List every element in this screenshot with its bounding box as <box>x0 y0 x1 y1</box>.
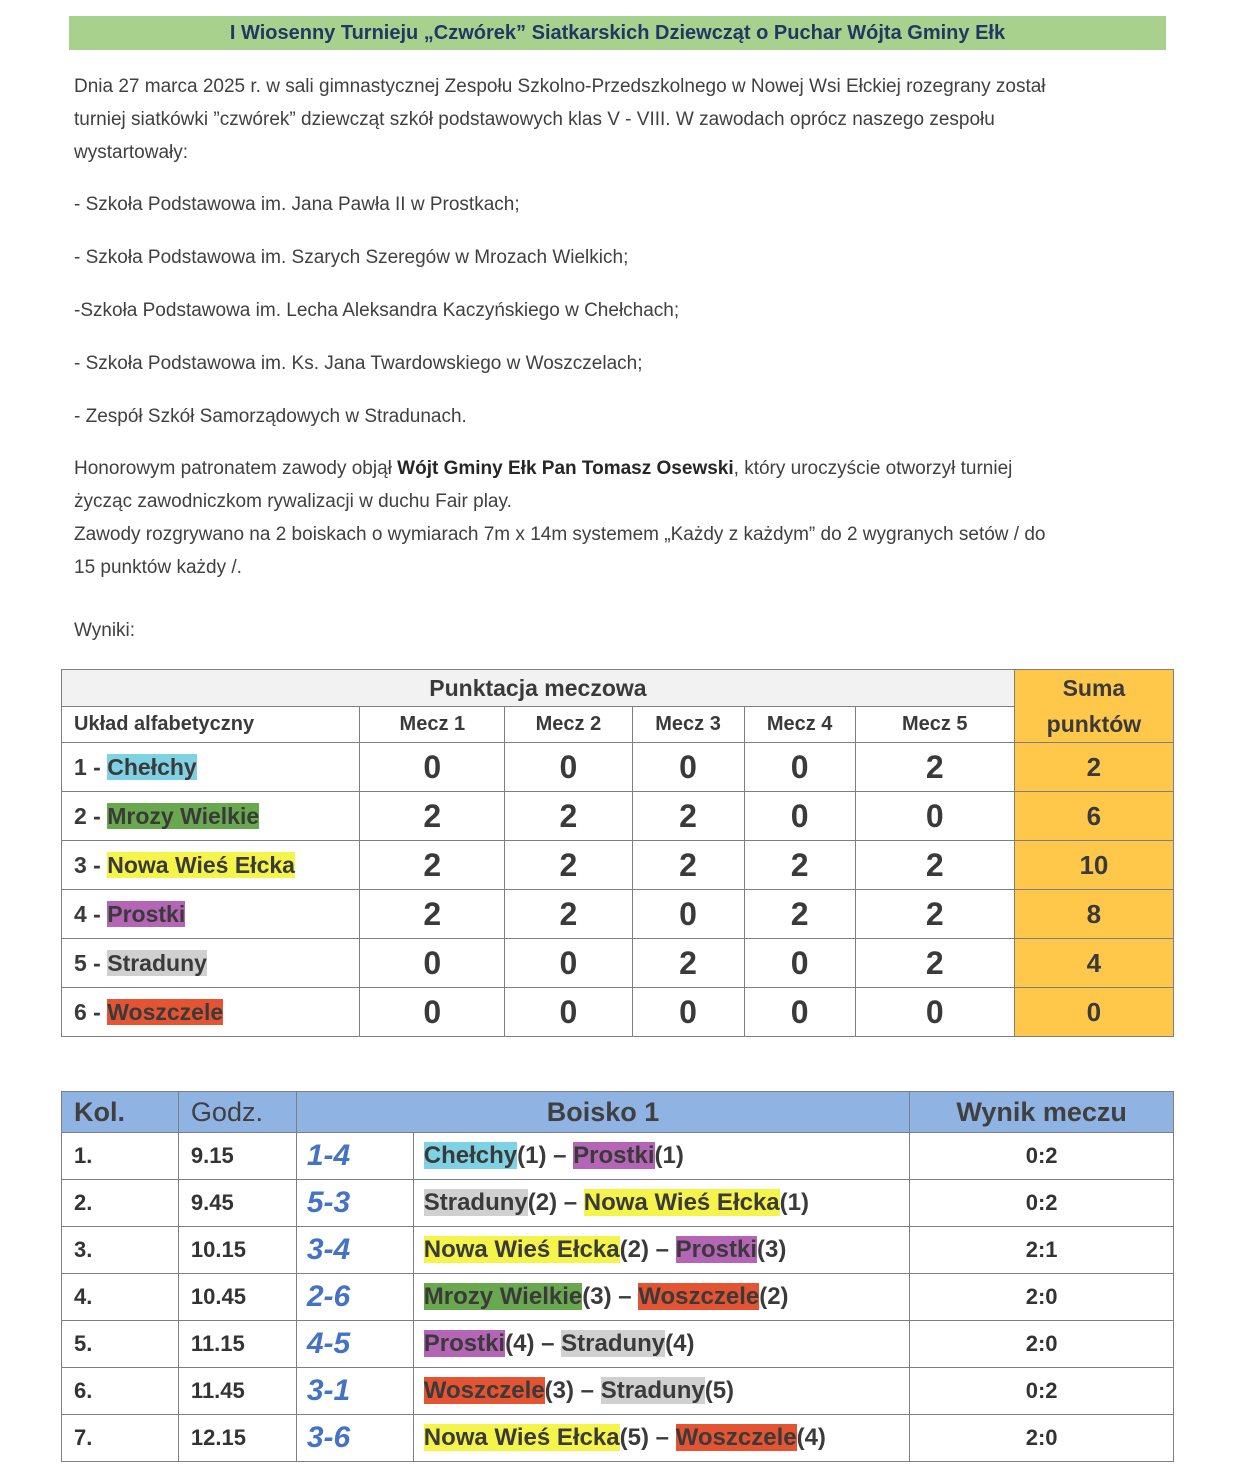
away-team: Straduny <box>600 1377 705 1404</box>
away-team: Woszczele <box>638 1283 760 1310</box>
match-points-cell: 2 <box>744 841 855 890</box>
match-points-cell: 0 <box>855 792 1014 841</box>
match-points-cell: 2 <box>505 792 632 841</box>
team-number: 1 - <box>74 753 108 780</box>
pairing-code-cell: 3-1 <box>296 1368 413 1415</box>
away-score-count: (4) <box>796 1424 826 1451</box>
intro-line: turniej siatkówki ”czwórek” dziewcząt szkół podstawowych klas V - VIII. W zawodach oprócz naszego zespołu <box>74 109 995 130</box>
home-team: Woszczele <box>423 1377 545 1404</box>
sum-points-cell: 0 <box>1014 988 1173 1037</box>
standings-row <box>62 792 1174 841</box>
match-points-cell: 0 <box>360 939 505 988</box>
home-team: Chełchy <box>423 1142 518 1169</box>
patron-name: Wójt Gminy Ełk Pan Tomasz Osewski <box>397 458 734 479</box>
home-score-count: (2) <box>527 1189 558 1216</box>
match-points-cell: 2 <box>632 792 744 841</box>
away-team: Nowa Wieś Ełcka <box>583 1189 780 1216</box>
match-points-cell: 2 <box>632 939 744 988</box>
away-score-count: (5) <box>704 1377 735 1404</box>
match-cell <box>413 1415 910 1462</box>
team-number: 5 - <box>74 949 108 976</box>
match-points-cell: 2 <box>360 890 505 939</box>
round-cell: 7. <box>62 1415 179 1462</box>
team-cell <box>62 988 360 1037</box>
school-item: - Szkoła Podstawowa im. Jana Pawła II w Prostkach; <box>74 194 520 215</box>
match-header: Mecz 2 <box>505 707 632 743</box>
home-team: Nowa Wieś Ełcka <box>423 1424 620 1451</box>
schedule-row <box>62 1133 1174 1180</box>
schedule-row <box>62 1274 1174 1321</box>
schedule-table <box>61 1091 1174 1462</box>
sum-points-header <box>1014 670 1173 743</box>
round-cell: 4. <box>62 1274 179 1321</box>
standings-row <box>62 939 1174 988</box>
pairing-code-cell: 5-3 <box>296 1180 413 1227</box>
intro-line: wystartowały: <box>74 142 189 163</box>
match-points-cell: 0 <box>505 743 632 792</box>
match-points-cell: 0 <box>744 939 855 988</box>
team-cell <box>62 890 360 939</box>
school-item: - Szkoła Podstawowa im. Szarych Szeregów w Mrozach Wielkich; <box>74 247 629 268</box>
team-number: 6 - <box>74 998 108 1025</box>
match-points-cell: 0 <box>632 988 744 1037</box>
match-points-cell: 2 <box>855 890 1014 939</box>
away-score-count: (1) <box>654 1142 684 1169</box>
team-number: 2 - <box>74 802 108 829</box>
match-points-cell: 0 <box>744 792 855 841</box>
match-header: Mecz 4 <box>744 707 855 743</box>
home-score-count: (3) <box>544 1377 575 1404</box>
school-item: - Szkoła Podstawowa im. Ks. Jana Twardowskiego w Woszczelach; <box>74 353 643 374</box>
sum-points-cell: 4 <box>1014 939 1173 988</box>
home-team: Nowa Wieś Ełcka <box>423 1236 620 1263</box>
team-name: Chełchy <box>107 753 197 780</box>
team-number: 3 - <box>74 851 108 878</box>
away-team: Straduny <box>561 1330 666 1357</box>
match-cell <box>413 1180 910 1227</box>
schedule-row <box>62 1415 1174 1462</box>
match-points-cell: 2 <box>855 939 1014 988</box>
match-points-cell: 0 <box>632 743 744 792</box>
rules-line: Zawody rozgrywano na 2 boiskach o wymiarach 7m x 14m systemem „Każdy z każdym” do 2 wygranych setów / do <box>74 524 1046 545</box>
patronage-line <box>74 452 1154 485</box>
patronage-text: Honorowym patronatem zawody objął <box>74 458 398 479</box>
schedule-row <box>62 1227 1174 1274</box>
sum-header-line: punktów <box>1046 711 1142 737</box>
away-team: Woszczele <box>675 1424 797 1451</box>
match-points-cell: 2 <box>744 890 855 939</box>
standings-row <box>62 743 1174 792</box>
match-points-cell: 0 <box>632 890 744 939</box>
patronage-line: życząc zawodniczkom rywalizacji w duchu Fair play. <box>74 491 512 512</box>
match-result-cell: 0:2 <box>910 1133 1174 1180</box>
away-score-count: (3) <box>757 1236 787 1263</box>
match-separator: – <box>557 1189 584 1216</box>
match-points-cell: 2 <box>360 792 505 841</box>
match-points-cell: 0 <box>744 743 855 792</box>
match-points-cell: 0 <box>855 988 1014 1037</box>
home-team: Prostki <box>423 1330 506 1357</box>
match-separator: – <box>546 1142 574 1169</box>
standings-row <box>62 890 1174 939</box>
match-separator: – <box>648 1236 676 1263</box>
round-cell: 3. <box>62 1227 179 1274</box>
time-cell: 9.45 <box>178 1180 296 1227</box>
team-cell <box>62 792 360 841</box>
round-cell: 2. <box>62 1180 179 1227</box>
match-points-cell: 0 <box>505 988 632 1037</box>
match-separator: – <box>648 1424 676 1451</box>
pairing-code-cell: 1-4 <box>296 1133 413 1180</box>
match-header: Mecz 1 <box>360 707 505 743</box>
rules-line: 15 punktów każdy /. <box>74 557 242 578</box>
time-cell: 10.15 <box>178 1227 296 1274</box>
school-item: - Zespół Szkół Samorządowych w Stradunach. <box>74 406 467 427</box>
match-separator: – <box>574 1377 601 1404</box>
match-cell <box>413 1274 910 1321</box>
match-header: Mecz 3 <box>632 707 744 743</box>
time-cell: 9.15 <box>178 1133 296 1180</box>
match-result-cell: 2:0 <box>910 1274 1174 1321</box>
home-score-count: (3) <box>582 1283 612 1310</box>
round-header: Kol. <box>62 1092 179 1133</box>
team-cell <box>62 841 360 890</box>
team-name: Woszczele <box>107 998 224 1025</box>
away-score-count: (4) <box>665 1330 695 1357</box>
schedule-row <box>62 1368 1174 1415</box>
round-cell: 5. <box>62 1321 179 1368</box>
match-cell <box>413 1321 910 1368</box>
match-cell <box>413 1227 910 1274</box>
match-points-cell: 0 <box>505 939 632 988</box>
alphabetical-order-header: Układ alfabetyczny <box>62 707 360 743</box>
match-result-cell: 2:1 <box>910 1227 1174 1274</box>
pairing-code-cell: 2-6 <box>296 1274 413 1321</box>
court-header: Boisko 1 <box>296 1092 909 1133</box>
match-points-cell: 2 <box>505 841 632 890</box>
match-result-cell: 2:0 <box>910 1415 1174 1462</box>
pairing-code-cell: 3-4 <box>296 1227 413 1274</box>
pairing-code-cell: 4-5 <box>296 1321 413 1368</box>
match-cell <box>413 1368 910 1415</box>
sum-points-cell: 2 <box>1014 743 1173 792</box>
time-header: Godz. <box>178 1092 296 1133</box>
school-item: -Szkoła Podstawowa im. Lecha Aleksandra Kaczyńskiego w Chełchach; <box>74 300 680 321</box>
match-points-cell: 2 <box>360 841 505 890</box>
pairing-code-cell: 3-6 <box>296 1415 413 1462</box>
match-points-cell: 2 <box>505 890 632 939</box>
away-team: Prostki <box>573 1142 655 1169</box>
intro-paragraph <box>74 70 1154 169</box>
schedule-row <box>62 1321 1174 1368</box>
team-name: Nowa Wieś Ełcka <box>107 851 295 878</box>
round-cell: 6. <box>62 1368 179 1415</box>
home-score-count: (1) <box>517 1142 547 1169</box>
away-score-count: (2) <box>759 1283 789 1310</box>
match-points-cell: 0 <box>360 988 505 1037</box>
match-points-header: Punktacja meczowa <box>62 670 1015 707</box>
match-points-cell: 2 <box>632 841 744 890</box>
match-separator: – <box>611 1283 639 1310</box>
match-result-cell: 0:2 <box>910 1180 1174 1227</box>
match-result-cell: 0:2 <box>910 1368 1174 1415</box>
document-title: I Wiosenny Turnieju „Czwórek” Siatkarskich Dziewcząt o Puchar Wójta Gminy Ełk <box>69 16 1166 50</box>
match-points-cell: 0 <box>744 988 855 1037</box>
away-score-count: (1) <box>779 1189 809 1216</box>
team-cell <box>62 939 360 988</box>
match-points-cell: 0 <box>360 743 505 792</box>
sum-points-cell: 6 <box>1014 792 1173 841</box>
round-cell: 1. <box>62 1133 179 1180</box>
match-header: Mecz 5 <box>855 707 1014 743</box>
time-cell: 11.45 <box>178 1368 296 1415</box>
match-result-cell: 2:0 <box>910 1321 1174 1368</box>
team-cell <box>62 743 360 792</box>
sum-header-line: Suma <box>1062 675 1126 701</box>
home-team: Mrozy Wielkie <box>423 1283 583 1310</box>
schedule-row <box>62 1180 1174 1227</box>
team-name: Mrozy Wielkie <box>107 802 260 829</box>
team-number: 4 - <box>74 900 108 927</box>
home-score-count: (4) <box>505 1330 535 1357</box>
sum-points-cell: 8 <box>1014 890 1173 939</box>
results-label: Wyniki: <box>74 620 136 641</box>
intro-line: Dnia 27 marca 2025 r. w sali gimnastycznej Zespołu Szkolno-Przedszkolnego w Nowej Wsi Ełckiej rozegrany został <box>74 76 1046 97</box>
home-team: Straduny <box>423 1189 528 1216</box>
team-name: Straduny <box>107 949 207 976</box>
match-cell <box>413 1133 910 1180</box>
home-score-count: (2) <box>619 1236 649 1263</box>
home-score-count: (5) <box>619 1424 649 1451</box>
time-cell: 11.15 <box>178 1321 296 1368</box>
team-name: Prostki <box>107 900 186 927</box>
match-points-cell: 2 <box>855 841 1014 890</box>
match-points-cell: 2 <box>855 743 1014 792</box>
time-cell: 10.45 <box>178 1274 296 1321</box>
patronage-paragraph <box>74 452 1154 584</box>
time-cell: 12.15 <box>178 1415 296 1462</box>
standings-row <box>62 841 1174 890</box>
standings-table <box>61 669 1174 1037</box>
patronage-text: , który uroczyście otworzył turniej <box>733 458 1013 479</box>
standings-row <box>62 988 1174 1037</box>
away-team: Prostki <box>675 1236 758 1263</box>
match-separator: – <box>534 1330 562 1357</box>
result-header: Wynik meczu <box>910 1092 1174 1133</box>
sum-points-cell: 10 <box>1014 841 1173 890</box>
